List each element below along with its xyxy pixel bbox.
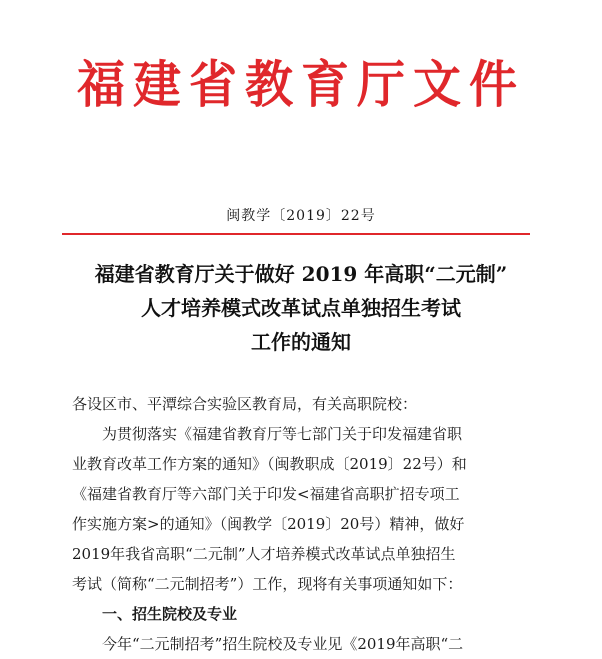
title-line-1: 福建省教育厅关于做好 2019 年高职“二元制”	[94, 262, 508, 286]
title-line-2: 人才培养模式改革试点单独招生考试	[141, 296, 461, 320]
paragraph-line: 为贯彻落实《福建省教育厅等七部门关于印发福建省职	[102, 425, 463, 443]
issuer-masthead: 福建省教育厅文件	[76, 55, 525, 115]
document-title	[40, 257, 562, 359]
section-first-line: 今年“二元制招考”招生院校及专业见《2019年高职“二	[102, 635, 464, 653]
paragraph-line: 《福建省教育厅等六部门关于印发<福建省高职扩招专项工	[72, 485, 460, 503]
paragraph-line: 业教育改革工作方案的通知》（闽教职成〔2019〕22号）和	[72, 455, 467, 473]
red-separator-rule	[62, 233, 530, 235]
title-line-3: 工作的通知	[251, 330, 351, 354]
section-heading: 一、招生院校及专业	[102, 605, 238, 623]
paragraph-line: 考试（简称“二元制招考”）工作，现将有关事项通知如下：	[72, 575, 463, 593]
document-body	[72, 389, 542, 659]
document-number: 闽教学〔2019〕22号	[226, 208, 376, 224]
paragraph-line: 2019年我省高职“二元制”人才培养模式改革试点单独招生	[72, 545, 456, 563]
paragraph-line: 作实施方案>的通知》（闽教学〔2019〕20号）精神，做好	[72, 515, 465, 533]
salutation: 各设区市、平潭综合实验区教育局，有关高职院校：	[72, 395, 418, 413]
